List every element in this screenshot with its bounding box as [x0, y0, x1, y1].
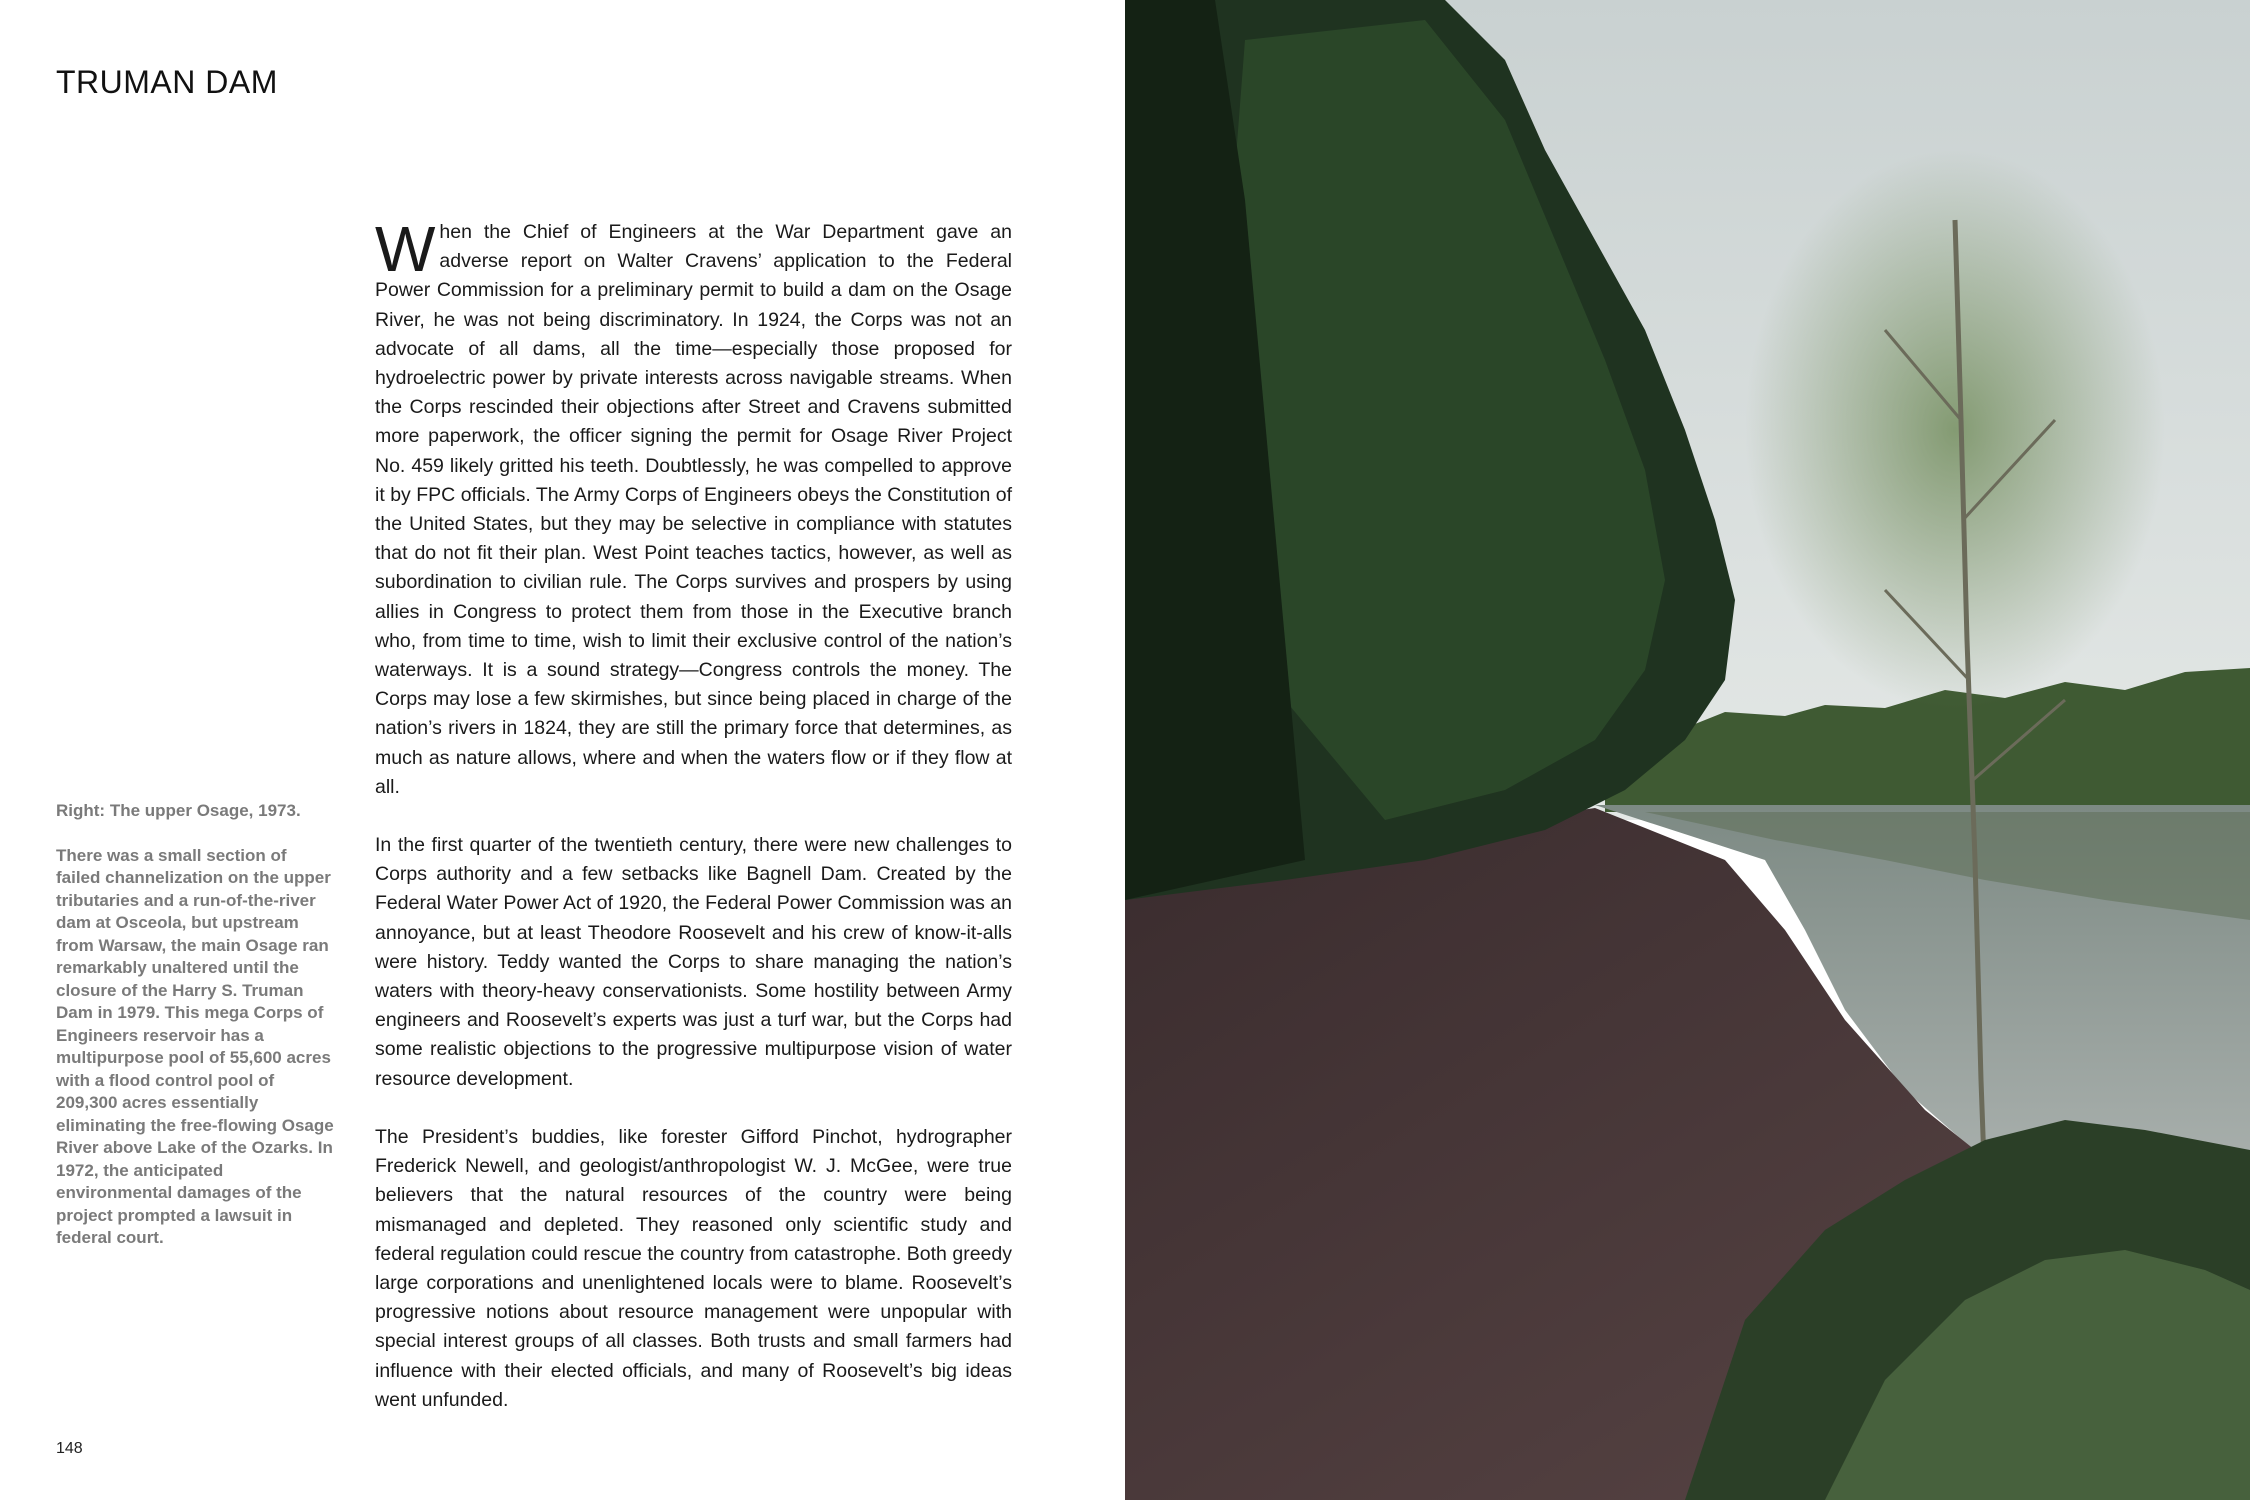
caption-text: There was a small section of failed channelization on the upper tributaries and a run-of-the-river dam at Osceola, but upstream from Warsaw, the main Osage ran remarkably unaltered until the closure of the Harry S. Truman Dam in 1979. This mega Corps of Engineers reservoir has a multipurpose pool of 55,600 acres with a flood control pool of 209,300 acres essentially eliminating the free-flowing Osage River above Lake of the Ozarks. In 1972, the anticipated environmental damages of the project prompted a lawsuit in federal court.	[56, 845, 334, 1247]
body-paragraph-1	[375, 213, 1012, 802]
river-photo	[1125, 0, 2250, 1500]
chapter-title: TRUMAN DAM	[56, 64, 278, 100]
body-paragraph-2: In the first quarter of the twentieth century, there were new challenges to Corps authority and a few setbacks like Bagnell Dam. Created by the Federal Water Power Act of 1920, the Federal Power Commission was an annoyance, but at least Theodore Roosevelt and his crew of know-it-alls were history. Teddy wanted the Corps to share managing the nation’s waters with theory-heavy conservationists. Some hostility between Army engineers and Roosevelt’s experts was just a turf war, but the Corps had some realistic objections to the progressive multipurpose vision of water resource development.	[375, 834, 1012, 1090]
drop-cap: W	[375, 213, 436, 285]
body-text	[375, 213, 1012, 1444]
right-page	[1125, 0, 2250, 1500]
page-number: 148	[56, 1440, 83, 1457]
caption-heading: Right: The upper Osage, 1973.	[56, 801, 301, 820]
body-paragraph-3: The President’s buddies, like forester Gifford Pinchot, hydrographer Frederick Newell, and geologist/anthropologist W. J. McGee, were true believers that the natural resources of the country were being mismanaged and depleted. They reasoned only scientific study and federal regulation could rescue the country from catastrophe. Both greedy large corporations and unenlightened locals were to blame. Roosevelt’s progressive notions about resource management were unpopular with special interest groups of all classes. Both trusts and small farmers had influence with their elected officials, and many of Roosevelt’s big ideas went unfunded.	[375, 1125, 1012, 1411]
body-paragraph-1-text: hen the Chief of Engineers at the War Department gave an adverse report on Walter Cravens’ application to the Federal Power Commission for a preliminary permit to build a dam on the Osage River, he was not being discriminatory. In 1924, the Corps was not an advocate of all dams, all the time—especially those proposed for hydroelectric power by private interests across navigable streams. When the Corps rescinded their objections after Street and Cravens submitted more paperwork, the officer signing the permit for Osage River Project No. 459 likely gritted his teeth. Doubtlessly, he was compelled to approve it by FPC officials. The Army Corps of Engineers obeys the Constitution of the United States, but they may be selective in compliance with statutes that do not fit their plan. West Point teaches tactics, however, as well as subordination to civilian rule. The Corps survives and prospers by using allies in Congress to protect them from those in the Executive branch who, from time to time, wish to limit their exclusive control of the nation’s waterways. It is a sound strategy—Congress controls the money. The Corps may lose a few skirmishes, but since being placed in charge of the nation’s rivers in 1824, they are still the primary force that determines, as much as nature allows, where and when the waters flow or if they flow at all.	[375, 221, 1012, 798]
photo-caption	[56, 800, 334, 1272]
